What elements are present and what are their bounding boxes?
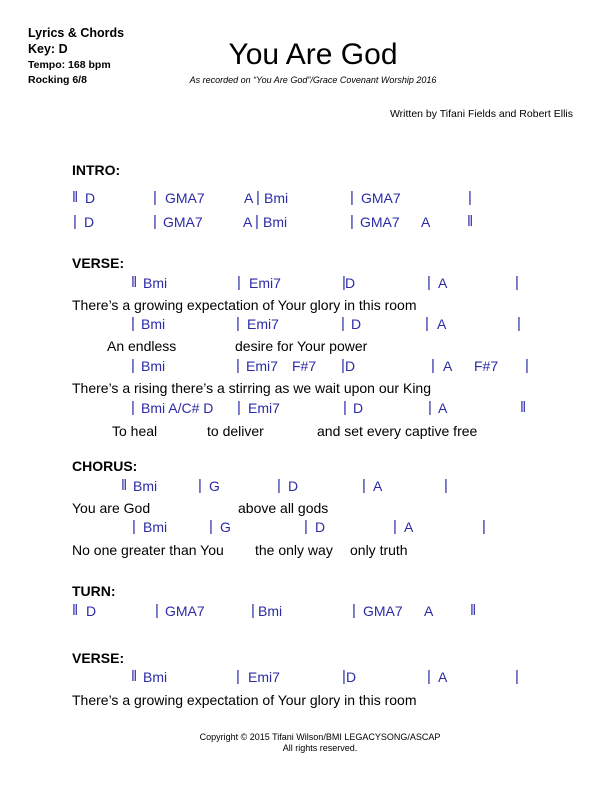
barline: | bbox=[131, 399, 135, 416]
barline: | bbox=[304, 518, 308, 535]
song-title: You Are God bbox=[228, 38, 398, 71]
rights-notice: All rights reserved. bbox=[282, 743, 358, 753]
chord-symbol: A bbox=[438, 669, 448, 685]
barline: | bbox=[515, 668, 519, 685]
double-barline: ‖ bbox=[72, 189, 79, 206]
chord-symbol: G bbox=[220, 519, 231, 535]
chord-symbol: D bbox=[288, 478, 299, 494]
barline: | bbox=[425, 315, 429, 332]
barline: | bbox=[341, 315, 345, 332]
song-tempo: Tempo: 168 bpm bbox=[28, 59, 111, 71]
lyric-text: There’s a rising there’s a stirring as we wait upon our King bbox=[72, 380, 431, 396]
barline: | bbox=[236, 357, 240, 374]
chord-symbol: A bbox=[438, 400, 448, 416]
barline: | bbox=[393, 518, 397, 535]
barline: | bbox=[444, 477, 448, 494]
barline: | bbox=[427, 668, 431, 685]
barline: | bbox=[131, 357, 135, 374]
double-barline: ‖ bbox=[131, 274, 138, 291]
barline: | bbox=[352, 602, 356, 619]
lyric-text: desire for Your power bbox=[235, 338, 368, 354]
chord-symbol: F#7 bbox=[474, 358, 499, 374]
chord-symbol: Bmi bbox=[143, 519, 168, 535]
section-heading: VERSE: bbox=[72, 650, 125, 666]
chord-symbol: Emi7 bbox=[246, 358, 278, 374]
barline: | bbox=[431, 357, 435, 374]
chord-symbol: A bbox=[244, 190, 254, 206]
barline: | bbox=[237, 399, 241, 416]
chord-symbol: D bbox=[353, 400, 364, 416]
sheet-type-label: Lyrics & Chords bbox=[28, 26, 125, 40]
barline: | bbox=[73, 213, 77, 230]
barline: | bbox=[132, 518, 136, 535]
barline: | bbox=[155, 602, 159, 619]
lyric-text: to deliver bbox=[207, 423, 264, 439]
chord-symbol: GMA7 bbox=[165, 603, 205, 619]
section-heading: VERSE: bbox=[72, 255, 125, 271]
song-feel: Rocking 6/8 bbox=[28, 74, 87, 86]
barline: | bbox=[255, 213, 259, 230]
song-key: Key: D bbox=[28, 42, 68, 56]
barline: | bbox=[350, 213, 354, 230]
chord-symbol: GMA7 bbox=[360, 214, 400, 230]
barline: | bbox=[362, 477, 366, 494]
lyric-text: and set every captive free bbox=[317, 423, 478, 439]
barline: | bbox=[153, 189, 157, 206]
recording-credit: As recorded on “You Are God”/Grace Covenant Worship 2016 bbox=[189, 75, 437, 85]
chord-symbol: D bbox=[346, 669, 357, 685]
chord-symbol: A bbox=[404, 519, 414, 535]
section-heading: TURN: bbox=[72, 583, 116, 599]
chord-symbol: A bbox=[437, 316, 447, 332]
barline: | bbox=[350, 189, 354, 206]
lyric-text: only truth bbox=[350, 542, 408, 558]
chord-symbol: Bmi bbox=[143, 275, 168, 291]
chord-symbol: Bmi bbox=[258, 603, 283, 619]
barline: | bbox=[428, 399, 432, 416]
barline: | bbox=[198, 477, 202, 494]
double-barline: ‖ bbox=[121, 477, 128, 494]
double-barline: ‖ bbox=[467, 213, 474, 230]
barline: | bbox=[468, 189, 472, 206]
barline: | bbox=[236, 668, 240, 685]
chord-symbol: D bbox=[86, 603, 97, 619]
chord-symbol: D bbox=[85, 190, 96, 206]
barline: | bbox=[517, 315, 521, 332]
barline: | bbox=[256, 189, 260, 206]
lyric-text: There’s a growing expectation of Your glory in this room bbox=[72, 692, 417, 708]
barline: | bbox=[525, 357, 529, 374]
chord-symbol: Bmi A/C# D bbox=[141, 400, 214, 416]
barline: | bbox=[515, 274, 519, 291]
lyric-text: the only way bbox=[255, 542, 333, 558]
chord-symbol: G bbox=[209, 478, 220, 494]
barline: | bbox=[342, 668, 346, 685]
lyric-text: There’s a growing expectation of Your glory in this room bbox=[72, 297, 417, 313]
chord-symbol: Bmi bbox=[141, 316, 166, 332]
songwriter-credit: Written by Tifani Fields and Robert Ellis bbox=[389, 108, 573, 120]
barline: | bbox=[251, 602, 255, 619]
lyric-text: You are God bbox=[72, 500, 151, 516]
chord-symbol: GMA7 bbox=[165, 190, 205, 206]
chord-symbol: GMA7 bbox=[363, 603, 403, 619]
chord-symbol: A bbox=[438, 275, 448, 291]
chord-symbol: GMA7 bbox=[361, 190, 401, 206]
chord-symbol: Emi7 bbox=[248, 669, 280, 685]
barline: | bbox=[343, 399, 347, 416]
chord-symbol: D bbox=[345, 358, 356, 374]
lyric-text: above all gods bbox=[238, 500, 329, 516]
chord-symbol: Bmi bbox=[141, 358, 166, 374]
chord-symbol: A bbox=[443, 358, 453, 374]
chord-symbol: D bbox=[315, 519, 326, 535]
chord-symbol: D bbox=[84, 214, 95, 230]
chord-symbol: Bmi bbox=[264, 190, 289, 206]
double-barline: ‖ bbox=[470, 602, 477, 619]
lyric-text: No one greater than You bbox=[72, 542, 224, 558]
chord-symbol: D bbox=[351, 316, 362, 332]
barline: | bbox=[236, 315, 240, 332]
chord-symbol: F#7 bbox=[292, 358, 317, 374]
copyright-notice: Copyright © 2015 Tifani Wilson/BMI LEGACYSONG/ASCAP bbox=[199, 732, 441, 742]
lyric-text: An endless bbox=[107, 338, 177, 354]
barline: | bbox=[209, 518, 213, 535]
chord-symbol: Emi7 bbox=[249, 275, 281, 291]
double-barline: ‖ bbox=[72, 602, 79, 619]
chord-symbol: Emi7 bbox=[248, 400, 280, 416]
chord-symbol: Emi7 bbox=[247, 316, 279, 332]
chord-symbol: A bbox=[424, 603, 434, 619]
section-heading: INTRO: bbox=[72, 162, 121, 178]
chord-symbol: Bmi bbox=[133, 478, 158, 494]
chord-symbol: A bbox=[421, 214, 431, 230]
double-barline: ‖ bbox=[131, 668, 138, 685]
lyric-text: To heal bbox=[112, 423, 158, 439]
double-barline: ‖ bbox=[520, 399, 527, 416]
barline: | bbox=[131, 315, 135, 332]
barline: | bbox=[153, 213, 157, 230]
barline: | bbox=[342, 274, 346, 291]
section-heading: CHORUS: bbox=[72, 458, 138, 474]
chord-symbol: Bmi bbox=[143, 669, 168, 685]
chord-symbol: Bmi bbox=[263, 214, 288, 230]
barline: | bbox=[341, 357, 345, 374]
chord-symbol: A bbox=[243, 214, 253, 230]
barline: | bbox=[427, 274, 431, 291]
barline: | bbox=[237, 274, 241, 291]
chord-symbol: A bbox=[373, 478, 383, 494]
barline: | bbox=[482, 518, 486, 535]
chord-symbol: GMA7 bbox=[163, 214, 203, 230]
chord-symbol: D bbox=[345, 275, 356, 291]
barline: | bbox=[277, 477, 281, 494]
